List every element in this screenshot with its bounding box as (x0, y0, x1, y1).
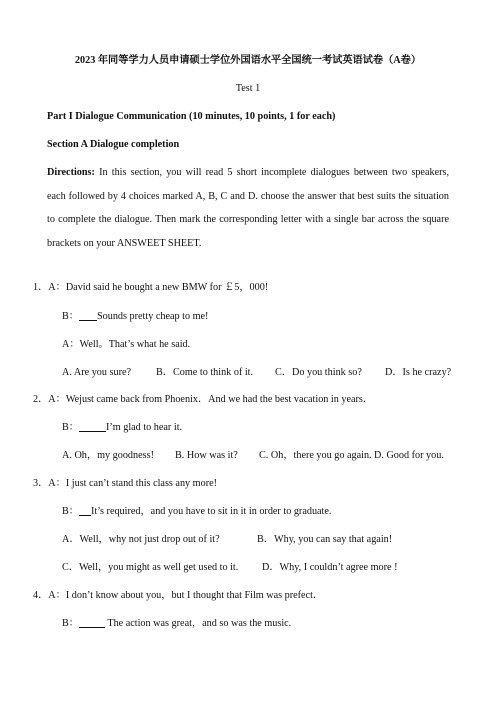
q2-option-c: C. Oh，there you go again. (259, 450, 372, 461)
directions-text: In this section, you will read 5 short incomplete dialogues between two speakers, each followed by 4 choices marked A, B, C and D. choose the answer that best suits the situation to complete the dialogue. Then mark the corresponding letter with a single bar across the square brackets on your ANSWEET SHEET. (47, 167, 449, 249)
q1-speaker-a2: A：Well。That’s what he said. (62, 339, 191, 350)
q4-speaker-b (62, 617, 291, 631)
section-heading: Section A Dialogue completion (47, 139, 180, 150)
q4-answer-blank (79, 617, 105, 628)
q1-option-a: A. Are you sure? (62, 367, 132, 378)
q3-option-c: C．Well，you might as well get used to it. (62, 562, 239, 573)
q1-option-b: B．Come to think of it. (156, 367, 254, 378)
part-heading: Part I Dialogue Communication (10 minutes, 10 points, 1 for each) (47, 111, 336, 122)
directions-paragraph (47, 161, 449, 255)
q1-option-d: D．Is he crazy? (385, 367, 452, 378)
q4-speaker-a: 4．A：I don’t know about you，but I thought that Film was prefect． (33, 590, 324, 601)
q3-answer-blank (79, 505, 91, 516)
q2-speaker-b (62, 421, 182, 435)
q1-b-prefix: B： (62, 311, 79, 322)
q2-b-text: I’m glad to hear it. (105, 422, 183, 433)
q3-b-prefix: B： (62, 506, 79, 517)
exam-title: 2023 年同等学力人员申请硕士学位外国语水平全国统一考试英语试卷（A卷） (74, 55, 422, 66)
q2-b-prefix: B： (62, 422, 79, 433)
directions-label: Directions: (47, 167, 95, 178)
q3-option-a: A．Well，why not just drop out of it? (62, 534, 220, 545)
q2-speaker-a: 2．A：Wejust came back from Phoenix．And we had the best vacation in years． (33, 394, 374, 405)
q3-speaker-b (62, 505, 331, 519)
q1-b-text: Sounds pretty cheap to me! (96, 311, 209, 322)
q4-b-prefix: B： (62, 618, 79, 629)
q1-speaker-b (62, 310, 208, 324)
test-heading: Test 1 (235, 83, 261, 94)
q3-speaker-a: 3．A：I just can’t stand this class any more! (33, 478, 218, 489)
q1-speaker-a: 1．A：David said he bought a new BMW for ￡5，000! (33, 282, 269, 293)
q2-answer-blank (79, 421, 106, 432)
q4-b-text: The action was great，and so was the music. (104, 618, 292, 629)
q3-option-d: D．Why, I couldn’t agree more ! (262, 562, 398, 573)
q2-option-b: B. How was it? (175, 450, 238, 461)
q1-answer-blank (79, 310, 97, 321)
q2-option-d: D. Good for you. (374, 450, 444, 461)
q3-option-b: B．Why, you can say that again! (257, 534, 393, 545)
q1-option-c: C．Do you think so? (275, 367, 362, 378)
q2-option-a: A. Oh，my goodness! (62, 450, 154, 461)
q3-b-text: It’s required，and you have to sit in it in order to graduate. (90, 506, 332, 517)
